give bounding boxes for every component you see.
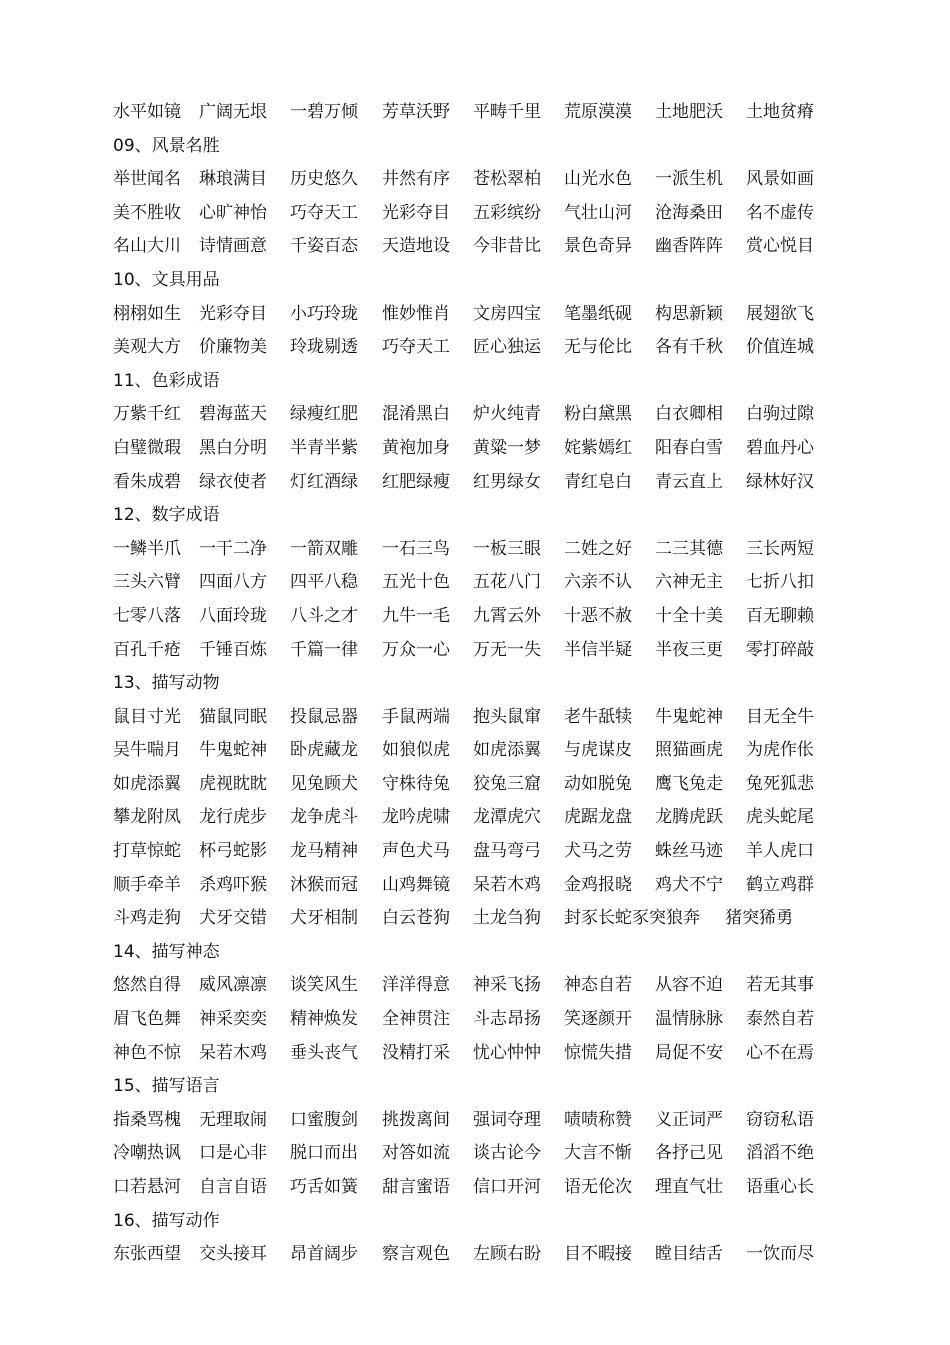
idiom: 六亲不认 bbox=[564, 572, 632, 593]
idiom: 垂头丧气 bbox=[290, 1042, 358, 1063]
idiom: 鹤立鸡群 bbox=[746, 874, 814, 895]
idiom: 历史悠久 bbox=[290, 169, 358, 190]
idiom: 巧夺天工 bbox=[382, 337, 450, 358]
idiom: 窃窃私语 bbox=[746, 1109, 814, 1130]
idiom: 目不暇接 bbox=[564, 1244, 632, 1265]
idiom: 水平如镜 bbox=[113, 102, 181, 122]
idiom: 声色犬马 bbox=[382, 841, 450, 862]
idiom: 绿衣使者 bbox=[199, 471, 267, 492]
idiom: 半信半疑 bbox=[564, 639, 632, 660]
idiom: 神采奕奕 bbox=[199, 1009, 267, 1030]
idiom-row bbox=[113, 96, 833, 130]
idiom: 对答如流 bbox=[382, 1143, 450, 1164]
idiom-row bbox=[113, 197, 833, 231]
idiom: 猪突狶勇 bbox=[725, 908, 794, 929]
idiom: 甜言蜜语 bbox=[382, 1177, 450, 1197]
idiom: 瞠目结舌 bbox=[655, 1244, 723, 1265]
section-heading: 13、描写动物 bbox=[113, 673, 220, 694]
idiom: 从容不迫 bbox=[655, 975, 723, 996]
idiom: 千姿百态 bbox=[290, 236, 358, 257]
idiom: 绿林好汉 bbox=[746, 471, 814, 492]
idiom: 察言观色 bbox=[382, 1244, 450, 1265]
idiom: 大言不惭 bbox=[564, 1143, 632, 1164]
idiom: 白衣卿相 bbox=[655, 404, 723, 425]
idiom-row bbox=[113, 466, 833, 500]
idiom: 谈笑风生 bbox=[290, 975, 358, 996]
idiom: 文房四宝 bbox=[473, 303, 541, 324]
idiom-row bbox=[113, 298, 833, 332]
idiom: 各抒己见 bbox=[655, 1143, 723, 1164]
idiom: 光彩夺目 bbox=[382, 202, 450, 223]
idiom: 自言自语 bbox=[199, 1177, 267, 1197]
idiom-row bbox=[113, 1137, 833, 1171]
idiom: 灯红酒绿 bbox=[290, 471, 358, 492]
idiom: 顺手牵羊 bbox=[113, 874, 181, 895]
idiom: 指桑骂槐 bbox=[113, 1109, 181, 1130]
idiom: 山光水色 bbox=[564, 169, 632, 190]
idiom: 打草惊蛇 bbox=[113, 841, 181, 862]
idiom-row bbox=[113, 969, 833, 1003]
idiom: 粉白黛黑 bbox=[564, 404, 632, 425]
idiom: 口是心非 bbox=[199, 1143, 267, 1164]
idiom: 荒原漠漠 bbox=[564, 102, 632, 122]
idiom: 犬牙相制 bbox=[290, 908, 358, 929]
idiom: 十全十美 bbox=[655, 605, 723, 626]
idiom: 吴牛喘月 bbox=[113, 740, 181, 761]
idiom-row bbox=[113, 1171, 833, 1205]
section-heading: 16、描写动作 bbox=[113, 1210, 220, 1231]
idiom: 龙马精神 bbox=[290, 841, 358, 862]
idiom: 芳草沃野 bbox=[382, 102, 450, 122]
idiom-row bbox=[113, 1003, 833, 1037]
idiom: 八斗之才 bbox=[290, 605, 358, 626]
idiom: 若无其事 bbox=[746, 975, 814, 996]
idiom: 强词夺理 bbox=[473, 1109, 541, 1130]
idiom: 五光十色 bbox=[382, 572, 450, 593]
idiom: 与虎谋皮 bbox=[564, 740, 632, 761]
idiom: 井然有序 bbox=[382, 169, 450, 190]
idiom: 今非昔比 bbox=[473, 236, 541, 257]
idiom: 左顾右盼 bbox=[473, 1244, 541, 1265]
section-heading: 14、描写神态 bbox=[113, 941, 220, 962]
idiom: 一板三眼 bbox=[473, 538, 541, 559]
idiom: 鼠目寸光 bbox=[113, 706, 181, 727]
idiom: 阳春白雪 bbox=[655, 437, 723, 458]
idiom: 眉飞色舞 bbox=[113, 1009, 181, 1030]
idiom: 冷嘲热讽 bbox=[113, 1143, 181, 1164]
idiom: 猫鼠同眠 bbox=[199, 706, 267, 727]
idiom: 名山大川 bbox=[113, 236, 181, 257]
idiom: 洋洋得意 bbox=[382, 975, 450, 996]
idiom: 二三其德 bbox=[655, 538, 723, 559]
idiom: 语无伦次 bbox=[564, 1177, 632, 1197]
idiom: 照猫画虎 bbox=[655, 740, 723, 761]
idiom: 万无一失 bbox=[473, 639, 541, 660]
idiom: 四面八方 bbox=[199, 572, 267, 593]
idiom: 斗鸡走狗 bbox=[113, 908, 181, 929]
idiom: 斗志昂扬 bbox=[473, 1009, 541, 1030]
idiom: 龙腾虎跃 bbox=[655, 807, 723, 828]
idiom: 脱口而出 bbox=[290, 1143, 358, 1164]
idiom: 虎视眈眈 bbox=[199, 773, 267, 794]
idiom: 谈古论今 bbox=[473, 1143, 541, 1164]
idiom: 风景如画 bbox=[746, 169, 814, 190]
idiom: 光彩夺目 bbox=[199, 303, 267, 324]
idiom: 局促不安 bbox=[655, 1042, 723, 1063]
idiom: 手鼠两端 bbox=[382, 706, 450, 727]
idiom: 抱头鼠窜 bbox=[473, 706, 541, 727]
idiom: 青红皂白 bbox=[564, 471, 632, 492]
idiom: 黄袍加身 bbox=[382, 437, 450, 458]
idiom-row bbox=[113, 768, 833, 802]
idiom: 红肥绿瘦 bbox=[382, 471, 450, 492]
idiom: 千锤百炼 bbox=[199, 639, 267, 660]
idiom: 六神无主 bbox=[655, 572, 723, 593]
idiom: 无理取闹 bbox=[199, 1109, 267, 1130]
idiom: 虎踞龙盘 bbox=[564, 807, 632, 828]
idiom-row bbox=[113, 869, 833, 903]
idiom: 碧海蓝天 bbox=[199, 404, 267, 425]
idiom: 犬牙交错 bbox=[199, 908, 267, 929]
idiom: 天造地设 bbox=[382, 236, 450, 257]
idiom: 封豕长蛇豕突狼奔 bbox=[564, 908, 700, 929]
idiom-row bbox=[113, 701, 833, 735]
idiom: 二姓之好 bbox=[564, 538, 632, 559]
idiom: 昂首阔步 bbox=[290, 1244, 358, 1265]
idiom: 神色不惊 bbox=[113, 1042, 181, 1063]
idiom: 笔墨纸砚 bbox=[564, 303, 632, 324]
idiom: 沧海桑田 bbox=[655, 202, 723, 223]
idiom: 笑逐颜开 bbox=[564, 1009, 632, 1030]
idiom: 山鸡舞镜 bbox=[382, 874, 450, 895]
idiom: 混淆黑白 bbox=[382, 404, 450, 425]
idiom: 苍松翠柏 bbox=[473, 169, 541, 190]
idiom: 如虎添翼 bbox=[473, 740, 541, 761]
idiom: 心旷神怡 bbox=[199, 202, 267, 223]
idiom: 羊人虎口 bbox=[746, 841, 814, 862]
idiom: 赏心悦目 bbox=[746, 236, 814, 257]
idiom: 鹰飞兔走 bbox=[655, 773, 723, 794]
idiom: 巧舌如簧 bbox=[290, 1177, 358, 1197]
idiom: 绿瘦红肥 bbox=[290, 404, 358, 425]
idiom: 琳琅满目 bbox=[199, 169, 267, 190]
idiom: 啧啧称赞 bbox=[564, 1109, 632, 1130]
idiom: 名不虚传 bbox=[746, 202, 814, 223]
idiom: 龙吟虎啸 bbox=[382, 807, 450, 828]
idiom: 没精打采 bbox=[382, 1042, 450, 1063]
idiom: 五彩缤纷 bbox=[473, 202, 541, 223]
idiom: 金鸡报晓 bbox=[564, 874, 632, 895]
idiom: 神态自若 bbox=[564, 975, 632, 996]
idiom: 一干二净 bbox=[199, 538, 267, 559]
idiom: 七零八落 bbox=[113, 605, 181, 626]
idiom: 白驹过隙 bbox=[746, 404, 814, 425]
idiom-row bbox=[113, 566, 833, 600]
idiom: 青云直上 bbox=[655, 471, 723, 492]
idiom: 景色奇异 bbox=[564, 236, 632, 257]
idiom: 守株待兔 bbox=[382, 773, 450, 794]
document-body bbox=[113, 96, 833, 1272]
idiom: 平畴千里 bbox=[473, 102, 541, 122]
idiom: 小巧玲珑 bbox=[290, 303, 358, 324]
idiom: 看朱成碧 bbox=[113, 471, 181, 492]
idiom: 百孔千疮 bbox=[113, 639, 181, 660]
idiom: 老牛舐犊 bbox=[564, 706, 632, 727]
idiom: 美不胜收 bbox=[113, 202, 181, 223]
idiom: 举世闻名 bbox=[113, 169, 181, 190]
idiom: 精神焕发 bbox=[290, 1009, 358, 1030]
idiom: 美观大方 bbox=[113, 337, 181, 358]
idiom: 如虎添翼 bbox=[113, 773, 181, 794]
idiom-row bbox=[113, 533, 833, 567]
idiom-row bbox=[113, 1037, 833, 1071]
idiom: 目无全牛 bbox=[746, 706, 814, 727]
idiom: 无与伦比 bbox=[564, 337, 632, 358]
idiom: 万紫千红 bbox=[113, 404, 181, 425]
idiom: 诗情画意 bbox=[199, 236, 267, 257]
idiom: 土龙刍狗 bbox=[473, 908, 541, 929]
idiom: 鸡犬不宁 bbox=[655, 874, 723, 895]
idiom: 口蜜腹剑 bbox=[290, 1109, 358, 1130]
idiom-row bbox=[113, 398, 833, 432]
idiom: 十恶不赦 bbox=[564, 605, 632, 626]
idiom-row bbox=[113, 163, 833, 197]
idiom: 动如脱兔 bbox=[564, 773, 632, 794]
idiom: 攀龙附凤 bbox=[113, 807, 181, 828]
idiom: 一碧万倾 bbox=[290, 102, 358, 122]
idiom: 口若悬河 bbox=[113, 1177, 181, 1197]
idiom: 虎头蛇尾 bbox=[746, 807, 814, 828]
idiom: 土地贫瘠 bbox=[746, 102, 814, 122]
idiom-row bbox=[113, 331, 833, 365]
idiom: 为虎作伥 bbox=[746, 740, 814, 761]
idiom: 一鳞半爪 bbox=[113, 538, 181, 559]
idiom: 投鼠忌器 bbox=[290, 706, 358, 727]
idiom-row bbox=[113, 734, 833, 768]
idiom: 杀鸡吓猴 bbox=[199, 874, 267, 895]
idiom: 三头六臂 bbox=[113, 572, 181, 593]
idiom: 泰然自若 bbox=[746, 1009, 814, 1030]
idiom: 五花八门 bbox=[473, 572, 541, 593]
idiom: 价廉物美 bbox=[199, 337, 267, 358]
idiom: 全神贯注 bbox=[382, 1009, 450, 1030]
idiom: 龙争虎斗 bbox=[290, 807, 358, 828]
idiom: 广阔无垠 bbox=[199, 102, 267, 122]
idiom: 滔滔不绝 bbox=[746, 1143, 814, 1164]
idiom: 义正词严 bbox=[655, 1109, 723, 1130]
idiom: 心不在焉 bbox=[746, 1042, 814, 1063]
idiom: 卧虎藏龙 bbox=[290, 740, 358, 761]
idiom: 沐猴而冠 bbox=[290, 874, 358, 895]
idiom-row bbox=[113, 801, 833, 835]
section-heading: 12、数字成语 bbox=[113, 505, 220, 526]
idiom: 温情脉脉 bbox=[655, 1009, 723, 1030]
idiom: 七折八扣 bbox=[746, 572, 814, 593]
idiom: 半夜三更 bbox=[655, 639, 723, 660]
idiom: 理直气壮 bbox=[655, 1177, 723, 1197]
idiom: 九霄云外 bbox=[473, 605, 541, 626]
idiom: 牛鬼蛇神 bbox=[655, 706, 723, 727]
idiom: 匠心独运 bbox=[473, 337, 541, 358]
section-heading: 11、色彩成语 bbox=[113, 370, 220, 391]
idiom: 价值连城 bbox=[746, 337, 814, 358]
idiom: 半青半紫 bbox=[290, 437, 358, 458]
section-heading: 09、风景名胜 bbox=[113, 135, 220, 156]
idiom: 杯弓蛇影 bbox=[199, 841, 267, 862]
idiom: 气壮山河 bbox=[564, 202, 632, 223]
idiom: 白璧微瑕 bbox=[113, 437, 181, 458]
idiom: 东张西望 bbox=[113, 1244, 181, 1265]
idiom: 一饮而尽 bbox=[746, 1244, 814, 1265]
idiom: 牛鬼蛇神 bbox=[199, 740, 267, 761]
idiom: 巧夺天工 bbox=[290, 202, 358, 223]
idiom: 一石三鸟 bbox=[382, 538, 450, 559]
section-heading: 15、描写语言 bbox=[113, 1076, 220, 1097]
idiom: 幽香阵阵 bbox=[655, 236, 723, 257]
idiom: 零打碎敲 bbox=[746, 639, 814, 660]
idiom: 见兔顾犬 bbox=[290, 773, 358, 794]
idiom: 惟妙惟肖 bbox=[382, 303, 450, 324]
idiom: 一箭双雕 bbox=[290, 538, 358, 559]
idiom: 土地肥沃 bbox=[655, 102, 723, 122]
idiom: 白云苍狗 bbox=[382, 908, 450, 929]
idiom: 千篇一律 bbox=[290, 639, 358, 660]
idiom: 狡兔三窟 bbox=[473, 773, 541, 794]
idiom: 交头接耳 bbox=[199, 1244, 267, 1265]
idiom: 四平八稳 bbox=[290, 572, 358, 593]
idiom: 各有千秋 bbox=[655, 337, 723, 358]
idiom: 八面玲珑 bbox=[199, 605, 267, 626]
idiom: 犬马之劳 bbox=[564, 841, 632, 862]
idiom: 悠然自得 bbox=[113, 975, 181, 996]
idiom: 龙行虎步 bbox=[199, 807, 267, 828]
idiom: 盘马弯弓 bbox=[473, 841, 541, 862]
idiom: 蛛丝马迹 bbox=[655, 841, 723, 862]
idiom: 红男绿女 bbox=[473, 471, 541, 492]
idiom: 信口开河 bbox=[473, 1177, 541, 1197]
idiom: 如狼似虎 bbox=[382, 740, 450, 761]
idiom: 惊慌失措 bbox=[564, 1042, 632, 1063]
idiom: 九牛一毛 bbox=[382, 605, 450, 626]
idiom: 语重心长 bbox=[746, 1177, 814, 1197]
idiom-row bbox=[113, 600, 833, 634]
idiom-row bbox=[113, 1104, 833, 1138]
idiom: 碧血丹心 bbox=[746, 437, 814, 458]
idiom: 万众一心 bbox=[382, 639, 450, 660]
idiom: 百无聊赖 bbox=[746, 605, 814, 626]
idiom: 神采飞扬 bbox=[473, 975, 541, 996]
idiom: 挑拨离间 bbox=[382, 1109, 450, 1130]
idiom: 黑白分明 bbox=[199, 437, 267, 458]
idiom: 呆若木鸡 bbox=[473, 874, 541, 895]
idiom: 呆若木鸡 bbox=[199, 1042, 267, 1063]
idiom-row bbox=[113, 634, 833, 668]
idiom: 展翅欲飞 bbox=[746, 303, 814, 324]
idiom: 龙潭虎穴 bbox=[473, 807, 541, 828]
idiom: 一派生机 bbox=[655, 169, 723, 190]
idiom: 姹紫嫣红 bbox=[564, 437, 632, 458]
idiom-row bbox=[113, 835, 833, 869]
idiom-row bbox=[113, 230, 833, 264]
idiom: 三长两短 bbox=[746, 538, 814, 559]
idiom: 兔死狐悲 bbox=[746, 773, 814, 794]
idiom: 炉火纯青 bbox=[473, 404, 541, 425]
idiom: 玲珑剔透 bbox=[290, 337, 358, 358]
idiom-row bbox=[113, 432, 833, 466]
idiom-row bbox=[113, 902, 833, 936]
idiom: 黄粱一梦 bbox=[473, 437, 541, 458]
idiom: 威风凛凛 bbox=[199, 975, 267, 996]
idiom: 忧心忡忡 bbox=[473, 1042, 541, 1063]
idiom-row bbox=[113, 1238, 833, 1272]
section-heading: 10、文具用品 bbox=[113, 269, 220, 290]
idiom: 栩栩如生 bbox=[113, 303, 181, 324]
idiom: 构思新颖 bbox=[655, 303, 723, 324]
